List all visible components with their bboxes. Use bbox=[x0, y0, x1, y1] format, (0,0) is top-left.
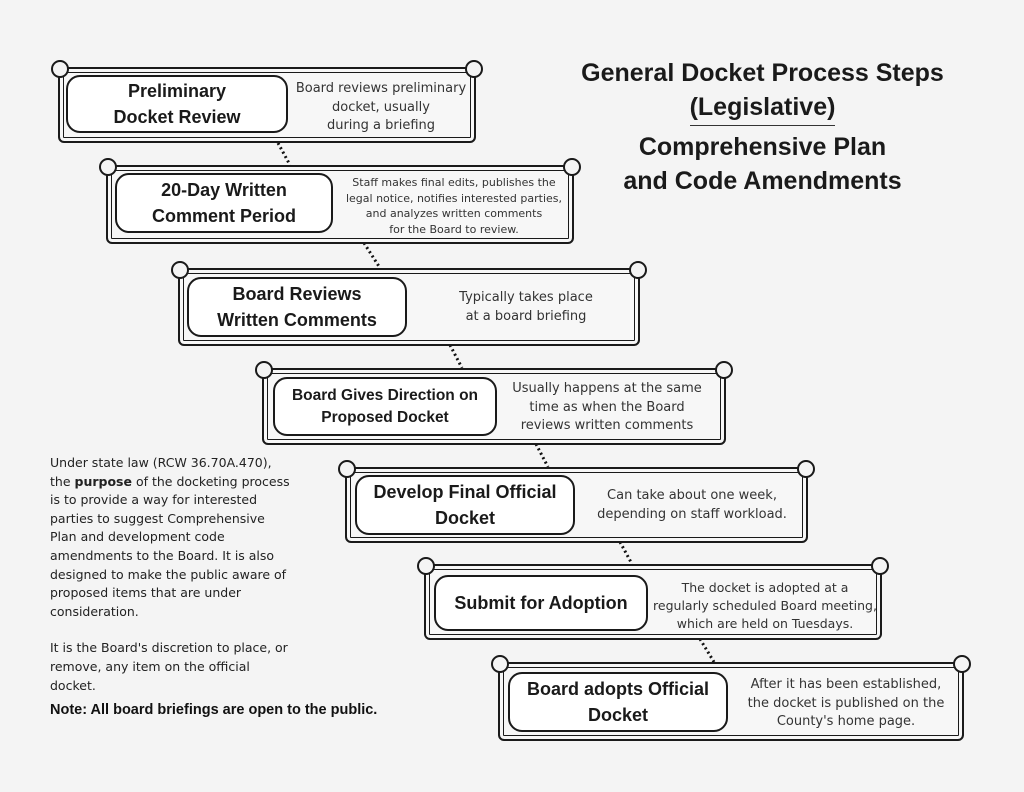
step-1-description: Board reviews preliminary docket, usually during a briefing bbox=[295, 81, 467, 133]
step-4-description: Usually happens at the same time as when the Board reviews written comments bbox=[512, 381, 702, 433]
connector-5-6 bbox=[620, 542, 632, 564]
step-3-description: Typically takes place at a board briefing bbox=[459, 290, 593, 324]
connector-4-5 bbox=[536, 444, 548, 467]
title-line-1: General Docket Process Steps bbox=[581, 59, 944, 87]
connector-3-4 bbox=[450, 345, 462, 368]
title-line-3: Comprehensive Plan bbox=[638, 133, 887, 161]
step-6-description: The docket is adopted at a regularly scheduled Board meeting, which are held on Tuesdays. bbox=[653, 580, 877, 631]
title-sub bbox=[540, 130, 985, 198]
purpose-paragraph: Under state law (RCW 36.70A.470), the purpose of the docketing process is to provide a way for interested parties to suggest Comprehensive Plan and development code amendments to the Board. It is also designed to make the public aware of proposed items that are under consideration. bbox=[50, 455, 290, 619]
title-line-4: and Code Amendments bbox=[623, 167, 902, 195]
step-6-label: Submit for Adoption bbox=[434, 575, 648, 631]
step-2-description: Staff makes final edits, publishes the legal notice, notifies interested parties, and analyzes written comments for the Board to review. bbox=[345, 176, 563, 236]
purpose-emphasis: purpose bbox=[74, 473, 132, 489]
connector-6-7 bbox=[700, 639, 714, 662]
title-main bbox=[540, 56, 985, 126]
connector-1-2 bbox=[278, 143, 290, 165]
title-line-2: (Legislative) bbox=[690, 90, 836, 126]
purpose-explanation bbox=[50, 454, 290, 695]
step-1-label: Preliminary Docket Review bbox=[66, 75, 288, 133]
step-4-label: Board Gives Direction on Proposed Docket bbox=[273, 377, 497, 436]
step-7-description: After it has been established, the docket is published on the County's home page. bbox=[747, 677, 945, 729]
public-note: Note: All board briefings are open to the public. bbox=[50, 702, 378, 718]
discretion-paragraph: It is the Board's discretion to place, or remove, any item on the official docket. bbox=[50, 640, 288, 693]
step-2-label: 20-Day Written Comment Period bbox=[115, 173, 333, 233]
step-5-label: Develop Final Official Docket bbox=[355, 475, 575, 535]
step-3-label: Board Reviews Written Comments bbox=[187, 277, 407, 337]
connector-2-3 bbox=[364, 243, 380, 268]
step-7-label: Board adopts Official Docket bbox=[508, 672, 728, 732]
step-5-description: Can take about one week, depending on staff workload. bbox=[597, 488, 787, 522]
diagram-title bbox=[540, 56, 985, 198]
